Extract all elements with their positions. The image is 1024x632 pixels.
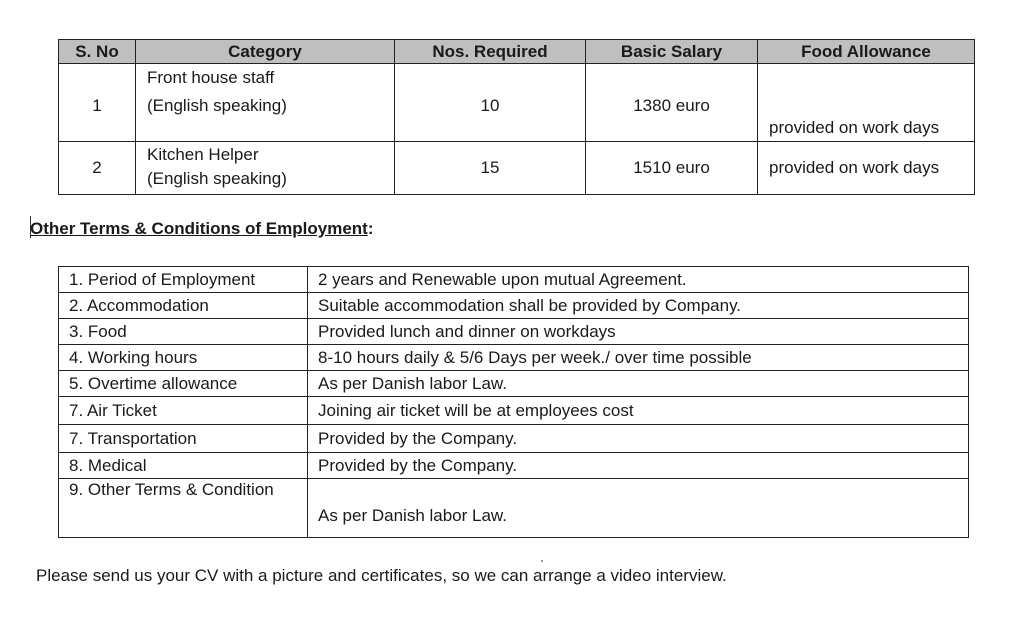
term-label: 7. Air Ticket <box>59 397 308 425</box>
header-basic-salary: Basic Salary <box>586 40 758 64</box>
stray-dot <box>541 560 543 562</box>
footer-note: Please send us your CV with a picture and certificates, so we can arrange a video interview. <box>36 566 727 585</box>
term-value: Provided by the Company. <box>308 425 969 453</box>
term-label: 5. Overtime allowance <box>59 371 308 397</box>
category-line: (English speaking) <box>147 96 287 115</box>
row-sno: 1 <box>59 64 136 142</box>
header-sno: S. No <box>59 40 136 64</box>
row-required: 10 <box>395 64 586 142</box>
term-label: 7. Transportation <box>59 425 308 453</box>
terms-heading <box>30 218 374 240</box>
table-row <box>59 345 969 371</box>
terms-heading-suffix: : <box>367 219 374 238</box>
term-value: Provided by the Company. <box>308 453 969 479</box>
row-food: provided on work days <box>758 142 975 195</box>
table-row <box>59 479 969 538</box>
table-row <box>59 64 975 142</box>
category-line: (English speaking) <box>147 169 287 188</box>
row-required: 15 <box>395 142 586 195</box>
header-category: Category <box>136 40 395 64</box>
terms-table <box>58 266 969 538</box>
row-category <box>136 142 395 195</box>
term-value: 8-10 hours daily & 5/6 Days per week./ over time possible <box>308 345 969 371</box>
term-value: As per Danish labor Law. <box>308 479 969 538</box>
row-category <box>136 64 395 142</box>
term-label: 1. Period of Employment <box>59 267 308 293</box>
row-food <box>758 64 975 142</box>
table-row <box>59 371 969 397</box>
row-sno: 2 <box>59 142 136 195</box>
table-row <box>59 319 969 345</box>
term-label: 9. Other Terms & Condition <box>59 479 308 538</box>
terms-heading-text: Other Terms & Conditions of Employment <box>30 219 368 238</box>
term-value: As per Danish labor Law. <box>308 371 969 397</box>
term-value: Suitable accommodation shall be provided by Company. <box>308 293 969 319</box>
table-row <box>59 142 975 195</box>
row-salary: 1510 euro <box>586 142 758 195</box>
term-value: Joining air ticket will be at employees cost <box>308 397 969 425</box>
row-salary: 1380 euro <box>586 64 758 142</box>
table-row <box>59 453 969 479</box>
term-label: 3. Food <box>59 319 308 345</box>
term-value: Provided lunch and dinner on workdays <box>308 319 969 345</box>
term-value: 2 years and Renewable upon mutual Agreement. <box>308 267 969 293</box>
term-label: 2. Accommodation <box>59 293 308 319</box>
food-text: provided on work days <box>769 118 940 137</box>
table-row <box>59 425 969 453</box>
table-row <box>59 293 969 319</box>
header-nos-required: Nos. Required <box>395 40 586 64</box>
positions-table <box>58 39 975 195</box>
term-label: 4. Working hours <box>59 345 308 371</box>
table-row <box>59 397 969 425</box>
term-label: 8. Medical <box>59 453 308 479</box>
table-header-row <box>59 40 975 64</box>
header-food-allowance: Food Allowance <box>758 40 975 64</box>
category-line: Front house staff <box>147 68 275 87</box>
table-row <box>59 267 969 293</box>
category-line: Kitchen Helper <box>147 145 259 164</box>
